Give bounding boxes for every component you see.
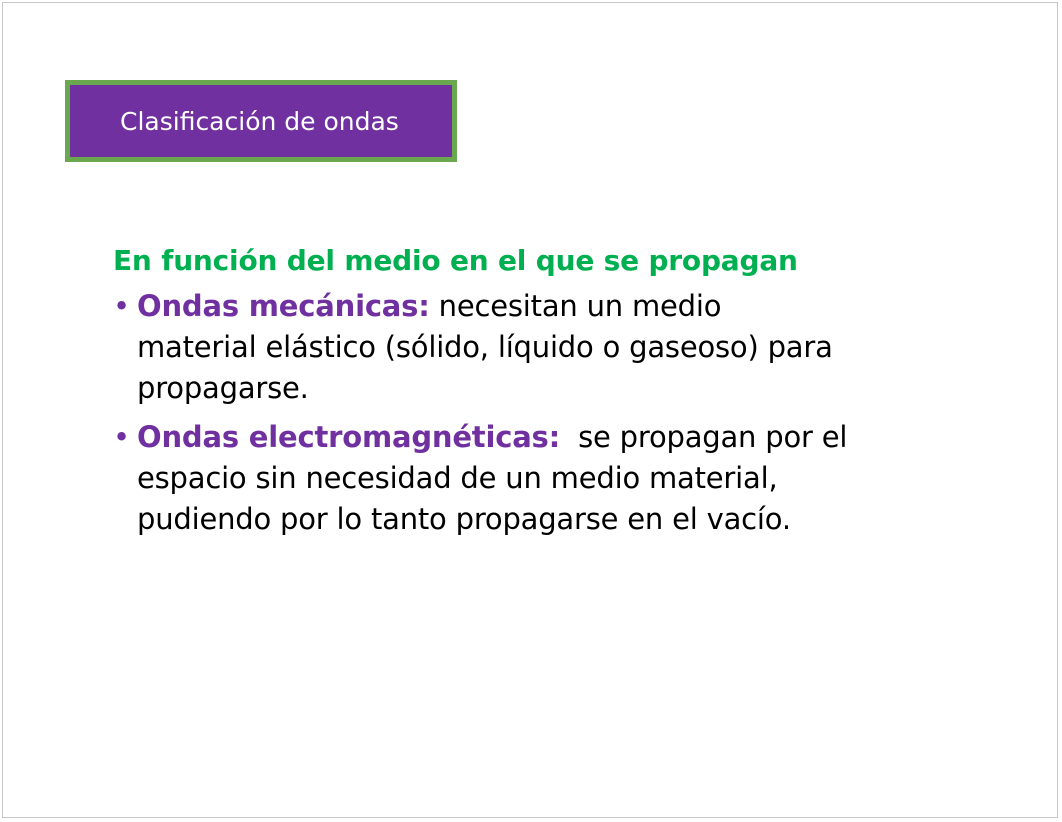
bullet-text: pudiendo por lo tanto propagarse en el vacío. bbox=[137, 502, 791, 536]
bullet-text: se propagan por el bbox=[578, 420, 848, 454]
bullet-first-line bbox=[137, 286, 897, 327]
slide bbox=[2, 2, 1058, 818]
bullet-text: propagarse. bbox=[137, 371, 309, 405]
bullet-text: necesitan un medio bbox=[438, 289, 722, 323]
bullet-dot-icon: • bbox=[113, 420, 130, 454]
slide-title: Clasificación de ondas bbox=[120, 106, 399, 136]
bullet-first-line bbox=[137, 417, 897, 458]
title-box bbox=[65, 80, 457, 162]
bullet-item-electromagnetic bbox=[113, 417, 897, 540]
bullet-dot-icon: • bbox=[113, 289, 130, 323]
bullet-term: Ondas mecánicas: bbox=[137, 289, 430, 323]
bullet-term: Ondas electromagnéticas: bbox=[137, 420, 561, 454]
bullet-text: material elástico (sólido, líquido o gaseoso) para bbox=[137, 330, 833, 364]
bullet-text: espacio sin necesidad de un medio material, bbox=[137, 461, 778, 495]
bullet-item-mechanical bbox=[113, 286, 897, 409]
section-heading: En función del medio en el que se propagan bbox=[113, 244, 798, 277]
slide-content bbox=[113, 240, 913, 548]
